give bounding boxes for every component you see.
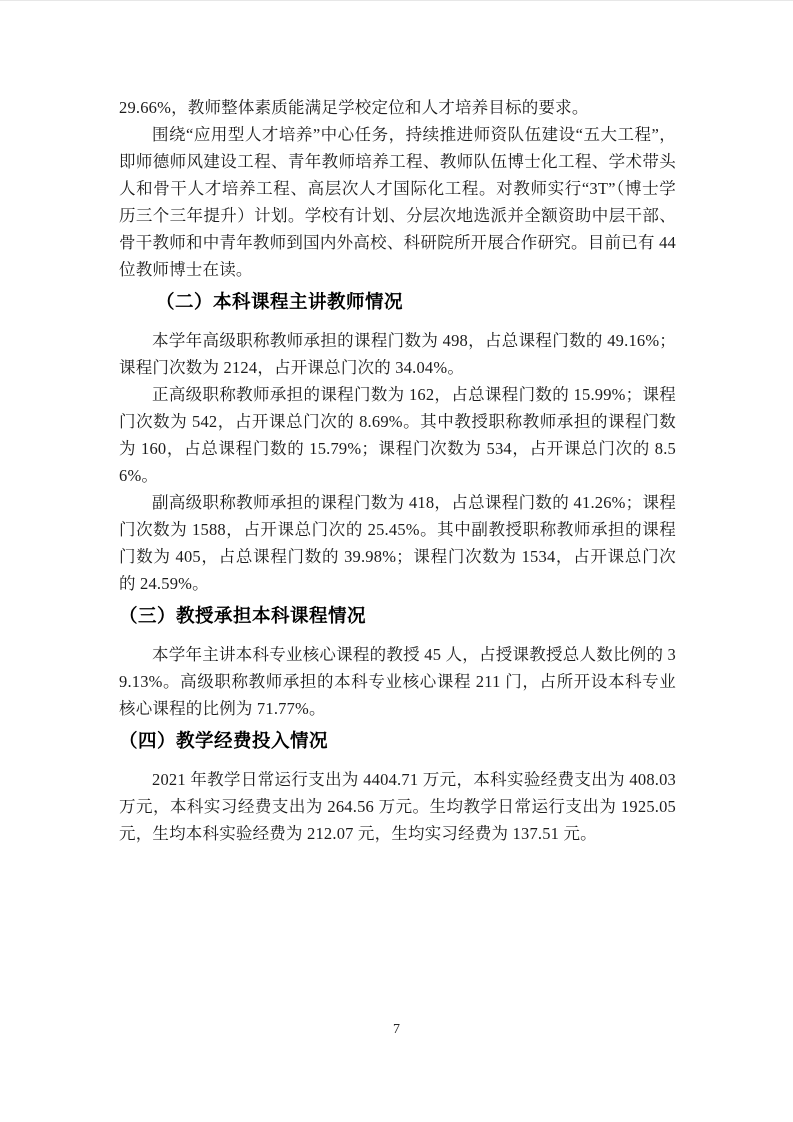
- paragraph-teaching-expenditure: 2021 年教学日常运行支出为 4404.71 万元，本科实验经费支出为 408.03 万元，本科实习经费支出为 264.56 万元。生均教学日常运行支出为 1925.05 元，生均本科实验经费为 212.07 元，生均实习经费为 137.51 元。: [119, 770, 676, 843]
- paragraph-continuation: 29.66%，教师整体素质能满足学校定位和人才培养目标的要求。: [119, 98, 589, 117]
- section-heading-4: （四）教学经费投入情况: [119, 730, 329, 751]
- paragraph-senior-title-courses: 本学年高级职称教师承担的课程门数为 498，占总课程门数的 49.16%；课程门次数为 2124，占开课总门次的 34.04%。: [119, 331, 676, 377]
- section-heading-3: （三）教授承担本科课程情况: [119, 605, 367, 626]
- section-heading-2: （二）本科课程主讲教师情况: [156, 291, 404, 312]
- section-teaching-funds: [119, 728, 676, 847]
- paragraph-associate-senior-title-courses: 副高级职称教师承担的课程门数为 418，占总课程门数的 41.26%；课程门次数为 1588，占开课总门次的 25.45%。其中副教授职称教师承担的课程门数为 405，占总课程门数的 39.98%；课程门次数为 1534，占开课总门次的 24.59%。: [119, 493, 676, 593]
- paragraph-teacher-team-building: 围绕“应用型人才培养”中心任务，持续推进师资队伍建设“五大工程”，即师德师风建设工程、青年教师培养工程、教师队伍博士化工程、学术带头人和骨干人才培养工程、高层次人才国际化工程。对教师实行“3T”（博士学历三个三年提升）计划。学校有计划、分层次地选派并全额资助中层干部、骨干教师和中青年教师到国内外高校、科研院所开展合作研究。目前已有 44 位教师博士在读。: [119, 125, 676, 279]
- section-undergraduate-course-teachers: [119, 289, 676, 597]
- page-content: [119, 94, 676, 847]
- paragraph-full-senior-title-courses: 正高级职称教师承担的课程门数为 162，占总课程门数的 15.99%；课程门次数为 542，占开课总门次的 8.69%。其中教授职称教师承担的课程门数为 160，占总课程门数的 15.79%；课程门次数为 534，占开课总门次的 8.56%。: [119, 385, 676, 485]
- paragraph-professor-core-courses: 本学年主讲本科专业核心课程的教授 45 人，占授课教授总人数比例的 39.13%。高级职称教师承担的本科专业核心课程 211 门，占所开设本科专业核心课程的比例为 71.77%。: [119, 645, 676, 718]
- section-professor-courses: [119, 603, 676, 722]
- page-number: 7: [393, 1022, 400, 1037]
